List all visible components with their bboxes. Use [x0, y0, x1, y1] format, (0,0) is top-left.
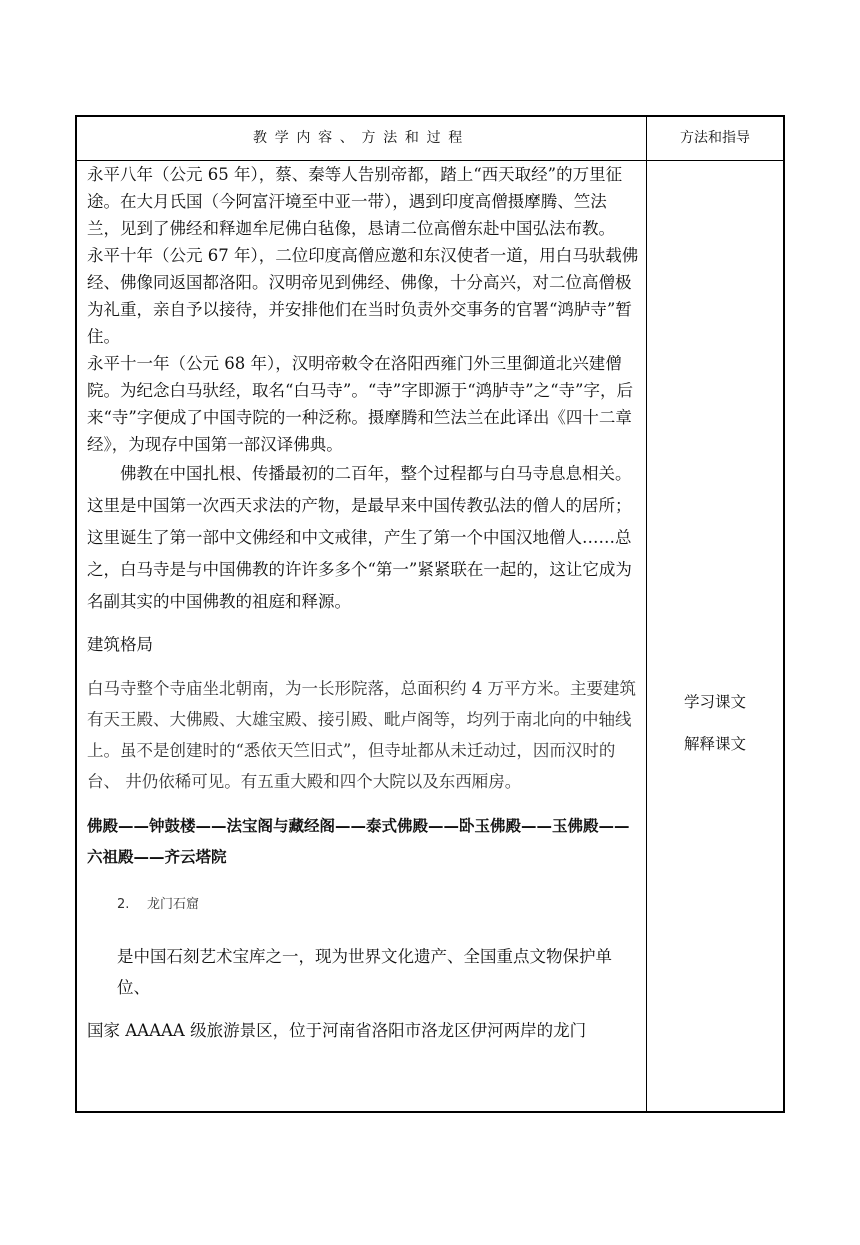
- hall-sequence: 佛殿——钟鼓楼——法宝阁与藏经阁——泰式佛殿——卧玉佛殿——玉佛殿——六祖殿——齐云塔院: [87, 817, 630, 866]
- list-item-longmen: [87, 893, 639, 917]
- content-cell: [87, 161, 639, 1111]
- column-divider: [646, 117, 647, 1111]
- paragraph-yongping-11: 永平十一年（公元 68 年），汉明帝敕令在洛阳西雍门外三里御道北兴建僧院。为纪念白马驮经，取名“白马寺”。“寺”字即源于“鸿胪寺”之“寺”字，后来“寺”字便成了中国寺院的一种泛称。摄摩腾和竺法兰在此译出《四十二章经》，为现存中国第一部汉译佛典。: [87, 354, 633, 454]
- paragraph-baima-significance: 佛教在中国扎根、传播最初的二百年，整个过程都与白马寺息息相关。这里是中国第一次西天求法的产物，是最早来中国传教弘法的僧人的居所；这里诞生了第一部中文佛经和中文戒律，产生了第一个中国汉地僧人……总之，白马寺是与中国佛教的许许多多个“第一”紧紧联在一起的，这让它成为名副其实的中国佛教的祖庭和释源。: [87, 464, 632, 611]
- list-number: 2.: [117, 897, 130, 912]
- side-note-study: 学习课文: [683, 693, 746, 711]
- paragraph-yongping-8: 永平八年（公元 65 年），蔡、秦等人告别帝都，踏上“西天取经”的万里征途。在大月氏国（今阿富汗境至中亚一带），遇到印度高僧摄摩腾、竺法兰，见到了佛经和释迦牟尼佛白毡像，恳请二位高僧东赴中国弘法布教。: [87, 165, 623, 238]
- paragraph-yongping-10: 永平十年（公元 67 年），二位印度高僧应邀和东汉使者一道，用白马驮载佛经、佛像同返国都洛阳。汉明帝见到佛经、佛像，十分高兴，对二位高僧极为礼重，亲自予以接待，并安排他们在当时负责外交事务的官署“鸿胪寺”暂住。: [87, 246, 639, 346]
- paragraph-architecture: 白马寺整个寺庙坐北朝南，为一长形院落，总面积约 4 万平方米。主要建筑有天王殿、大佛殿、大雄宝殿、接引殿、毗卢阁等，均列于南北向的中轴线上。虽不是创建时的“悉依天竺旧式”，但寺址都从未迁动过，因而汉时的台、 井仍依稀可见。有五重大殿和四个大院以及东西厢房。: [87, 679, 636, 791]
- side-notes: [647, 681, 783, 765]
- header-main-title: 教学内容、方法和过程: [253, 130, 470, 146]
- lesson-table: [75, 115, 785, 1113]
- section-heading-architecture: 建筑格局: [87, 635, 153, 654]
- side-note-explain: 解释课文: [683, 735, 746, 753]
- paragraph-longmen-2: 国家 AAAAA 级旅游景区，位于河南省洛阳市洛龙区伊河两岸的龙门: [87, 1021, 587, 1040]
- list-title: 龙门石窟: [147, 897, 200, 912]
- table-header-row: [77, 117, 783, 161]
- header-side-title: 方法和指导: [680, 130, 750, 146]
- paragraph-longmen-1: 是中国石刻艺术宝库之一，现为世界文化遗产、全国重点文物保护单位、: [117, 947, 612, 997]
